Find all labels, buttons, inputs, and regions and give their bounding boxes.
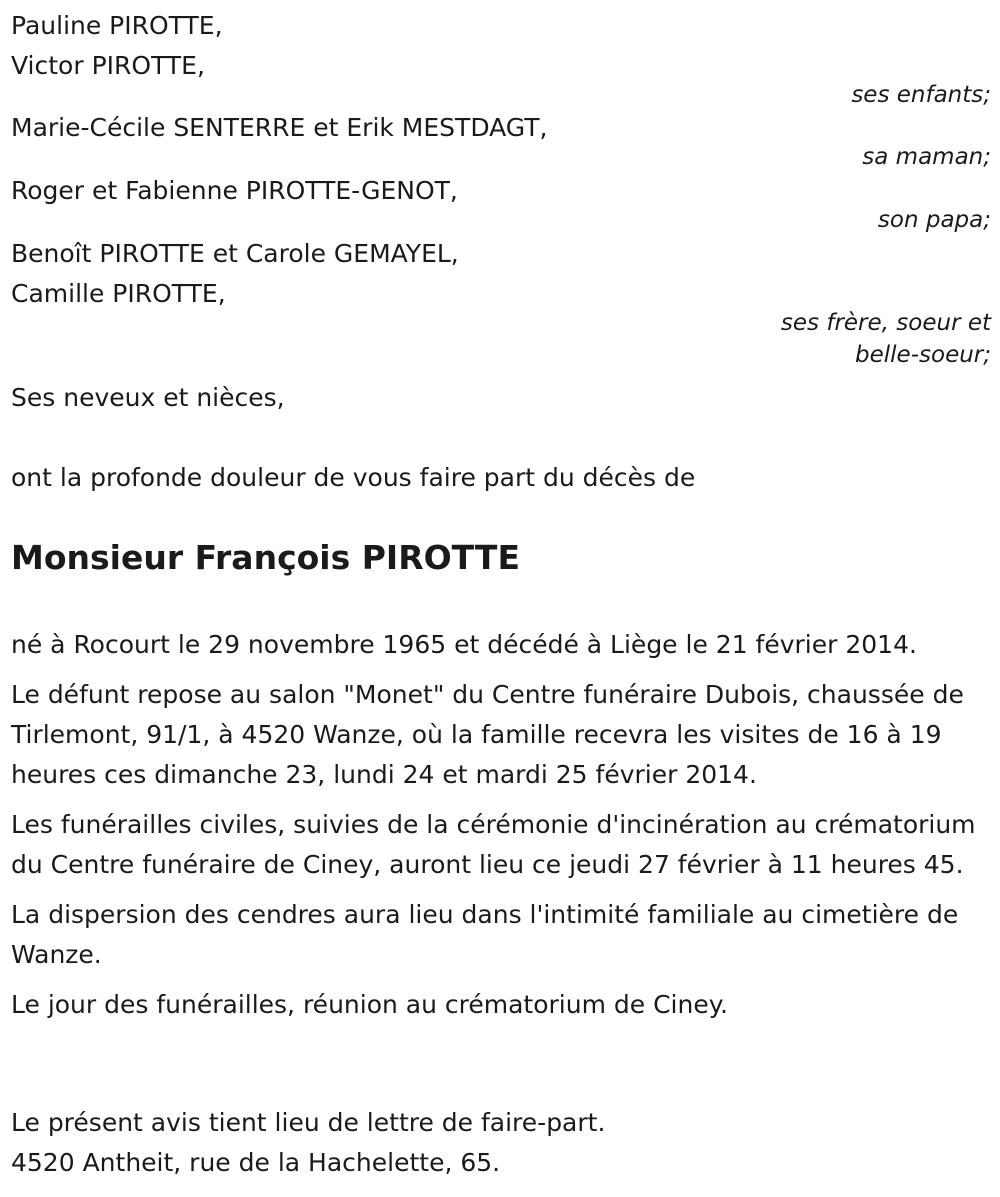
family-member-name: Roger et Fabienne PIROTTE-GENOT,	[11, 176, 458, 205]
relationship-label: ses frère, soeur et	[780, 310, 991, 336]
family-member-name: Victor PIROTTE,	[11, 51, 205, 80]
ashes-paragraph: La dispersion des cendres aura lieu dans l'intimité familiale au cimetière de Wanze.	[11, 900, 959, 969]
relationship-label: sa maman;	[862, 144, 991, 170]
family-group-father	[11, 171, 991, 236]
relationship-label: son papa;	[877, 207, 991, 233]
family-member-name: Camille PIROTTE,	[11, 279, 226, 308]
details-section	[11, 625, 991, 1035]
family-member-name: Benoît PIROTTE et Carole GEMAYEL,	[11, 239, 459, 268]
deceased-name: Monsieur François PIROTTE	[11, 538, 520, 577]
closing-section	[11, 1103, 991, 1183]
family-member-name: Pauline PIROTTE,	[11, 11, 223, 40]
funeral-paragraph: Les funérailles civiles, suivies de la cérémonie d'incinération au crématorium du Centre funéraire de Ciney, auront lieu ce jeudi 27 février à 11 heures 45.	[11, 810, 976, 879]
family-group-children	[11, 6, 991, 111]
relationship-label: belle-soeur;	[855, 342, 991, 368]
visitation-paragraph: Le défunt repose au salon "Monet" du Centre funéraire Dubois, chaussée de Tirlemont, 91/1, à 4520 Wanze, où la famille recevra les visites de 16 à 19 heures ces dimanche 23, lundi 24 et mardi 25 février 2014.	[11, 680, 964, 789]
family-member-name: Marie-Cécile SENTERRE et Erik MESTDAGT,	[11, 113, 548, 142]
gathering-paragraph: Le jour des funérailles, réunion au crématorium de Ciney.	[11, 990, 728, 1019]
closing-notice: Le présent avis tient lieu de lettre de faire-part.	[11, 1108, 606, 1137]
family-group-mother	[11, 108, 991, 173]
birth-death-paragraph: né à Rocourt le 29 novembre 1965 et décédé à Liège le 21 février 2014.	[11, 630, 917, 659]
family-nephews: Ses neveux et nièces,	[11, 383, 285, 412]
family-group-siblings	[11, 234, 991, 371]
relationship-label: ses enfants;	[851, 82, 991, 108]
announcement-intro: ont la profonde douleur de vous faire part du décès de	[11, 463, 696, 492]
family-address: 4520 Antheit, rue de la Hachelette, 65.	[11, 1148, 501, 1177]
